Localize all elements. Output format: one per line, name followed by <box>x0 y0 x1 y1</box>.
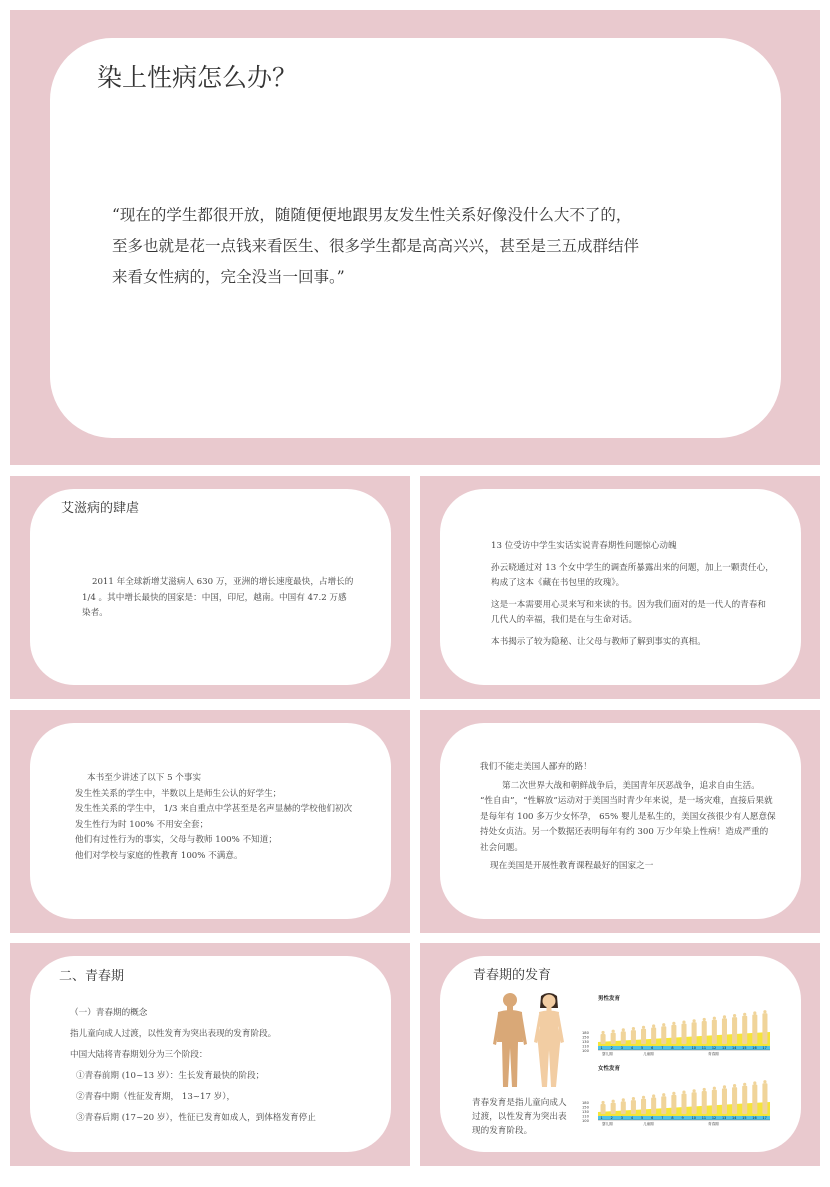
male-chart-title: 男性发育 <box>598 996 621 1002</box>
female-age-label: 2 <box>610 1116 613 1121</box>
caption-line: 现的发育阶段。 <box>472 1126 533 1136</box>
slide-2-card <box>30 489 391 685</box>
body-line: 我们不能走美国人鄙弃的路！ <box>480 762 592 772</box>
female-age-label: 9 <box>681 1116 684 1121</box>
slide-5-card <box>440 723 801 919</box>
female-chart-title: 女性发育 <box>598 1066 621 1072</box>
body-line: 发生性行为时 100% 不用安全套； <box>75 819 209 830</box>
male-figure-head <box>632 1027 635 1030</box>
female-age-label: 15 <box>742 1116 747 1121</box>
body-line: 是每年有 100 多万少女怀孕， 65% 婴儿是私生的，美国女孩很少有人愿意保 <box>480 811 776 822</box>
female-stage-label: 儿童期 <box>643 1122 654 1126</box>
slide-7-card <box>440 956 801 1152</box>
female-figure <box>722 1088 727 1114</box>
male-growth-chart <box>580 994 780 1062</box>
slide-1 <box>10 10 820 465</box>
male-figure-head <box>601 1031 604 1034</box>
male-figure <box>732 1017 737 1044</box>
male-figure <box>671 1025 676 1044</box>
male-figure-head <box>662 1023 665 1026</box>
female-figure <box>692 1092 697 1114</box>
male-figure <box>702 1021 707 1044</box>
female-figure-head <box>662 1093 665 1096</box>
female-y-tick: 150 <box>582 1105 589 1110</box>
female-age-label: 8 <box>671 1116 674 1121</box>
male-stage-label: 青春期 <box>708 1052 719 1056</box>
male-figure-head <box>723 1015 726 1018</box>
body-line: ③青春后期 (17~20 岁），性征已发育如成人，到体格发育停止 <box>76 1113 316 1123</box>
male-y-tick: 100 <box>582 1049 589 1053</box>
body-line: 社会问题。 <box>480 842 523 853</box>
male-figure-head <box>733 1014 736 1017</box>
slide-6 <box>10 943 410 1166</box>
male-age-label: 6 <box>651 1046 654 1051</box>
male-y-tick: 180 <box>582 1031 589 1035</box>
body-line: ①青春前期 (10~13 岁）：生长发育最快的阶段； <box>76 1071 265 1081</box>
female-figure <box>601 1104 606 1114</box>
male-figure-head <box>693 1019 696 1022</box>
female-growth-chart <box>580 1064 780 1132</box>
female-figure-head <box>622 1098 625 1101</box>
male-figure <box>742 1016 747 1044</box>
slide-6-body <box>70 1008 316 1124</box>
body-line: “性自由”，“性解放”运动对于美国当时青少年来说，是一场灾难，直接后果就 <box>480 796 773 806</box>
male-stage-label: 儿童期 <box>643 1052 654 1056</box>
slide-7-caption <box>472 1096 567 1138</box>
male-figure-head <box>682 1021 685 1024</box>
male-age-label: 1 <box>600 1046 603 1051</box>
female-figure-head <box>753 1081 756 1084</box>
male-age-label: 10 <box>691 1046 696 1051</box>
female-figure <box>762 1083 767 1114</box>
female-age-label: 12 <box>711 1116 717 1121</box>
female-age-label: 3 <box>620 1116 623 1121</box>
body-line: 孙云晓通过对 13 个女中学生的调查所暴露出来的问题，加上一颗责任心， <box>491 562 774 573</box>
body-line: 他们有过性行为的事实，父母与教师 100% 不知道； <box>75 835 277 845</box>
female-figure <box>631 1100 636 1114</box>
female-figure <box>702 1091 707 1114</box>
female-y-tick: 100 <box>582 1119 589 1123</box>
male-y-tick: 110 <box>582 1044 589 1049</box>
male-age-label: 12 <box>711 1046 717 1051</box>
slide-1-card <box>50 38 781 438</box>
female-figure-head <box>723 1085 726 1088</box>
male-figure <box>641 1029 646 1044</box>
slide-2-body <box>82 575 353 622</box>
female-figure <box>611 1103 616 1114</box>
female-figure-head <box>713 1087 716 1090</box>
female-y-tick: 110 <box>582 1114 589 1119</box>
slide-3-card <box>440 489 801 685</box>
body-line: 指儿童向成人过渡，以性发育为突出表现的发育阶段。 <box>70 1029 277 1039</box>
quote-line: 至多也就是花一点钱来看医生、很多学生都是高高兴兴，甚至是三五成群结伴 <box>112 237 640 255</box>
female-figure-head <box>763 1080 766 1083</box>
female-figure-head <box>693 1089 696 1092</box>
body-line: 持处女贞洁。另一个数据还表明每年有约 300 万少年染上性病！造成严重的 <box>480 827 769 837</box>
female-figure-head <box>672 1092 675 1095</box>
body-line: 发生性关系的学生中， 1/3 来自重点中学甚至是名声显赫的学校他们初次 <box>75 804 353 814</box>
slide-6-title: 二、青春期 <box>59 969 125 984</box>
male-stage-label: 婴儿期 <box>602 1052 613 1056</box>
female-figure-head <box>652 1094 655 1097</box>
male-figure <box>631 1030 636 1044</box>
male-figure <box>722 1018 727 1044</box>
slide-1-title: 染上性病怎么办？ <box>97 63 298 92</box>
female-age-label: 16 <box>752 1116 757 1121</box>
body-line: （一）青春期的概念 <box>70 1008 148 1018</box>
male-age-label: 14 <box>732 1046 737 1051</box>
slide-1-quote <box>112 200 639 293</box>
body-line: ②青春中期（性征发育期， 13~17 岁）， <box>76 1092 236 1102</box>
body-line: 中国大陆将青春期划分为三个阶段： <box>70 1050 208 1060</box>
female-figure <box>651 1098 656 1115</box>
body-line: 他们对学校与家庭的性教育 100% 不满意。 <box>75 850 243 861</box>
body-line: 染者。 <box>82 608 108 618</box>
male-age-label: 8 <box>671 1046 674 1051</box>
quote-line: “现在的学生都很开放，随随便便地跟男友发生性关系好像没什么大不了的， <box>112 206 632 224</box>
female-figure-head <box>642 1096 645 1099</box>
body-line: 发生性关系的学生中，半数以上是师生公认的好学生； <box>75 788 282 799</box>
male-figure-head <box>763 1010 766 1013</box>
female-figure <box>621 1101 626 1114</box>
male-age-label: 5 <box>641 1046 644 1051</box>
female-chart-svg <box>580 1064 780 1132</box>
male-figure <box>752 1015 757 1045</box>
female-age-label: 4 <box>630 1116 634 1121</box>
female-figure <box>732 1087 737 1114</box>
quote-line: 来看女性病的，完全没当一回事。” <box>112 268 345 286</box>
female-figure-head <box>682 1091 685 1094</box>
female-figure <box>661 1096 666 1114</box>
male-figure <box>621 1031 626 1044</box>
male-figure-image <box>492 992 528 1092</box>
female-y-tick: 130 <box>582 1110 589 1114</box>
slide-7-title: 青春期的发育 <box>473 968 552 983</box>
female-age-label: 5 <box>641 1116 644 1121</box>
body-line: 本书揭示了较为隐秘、让父母与教师了解到事实的真相。 <box>491 636 706 647</box>
female-y-tick: 180 <box>582 1101 589 1105</box>
female-figure-head <box>743 1083 746 1086</box>
male-y-tick: 130 <box>582 1040 589 1044</box>
male-figure-head <box>753 1011 756 1014</box>
male-age-label: 15 <box>742 1046 747 1051</box>
slide-6-card <box>30 956 391 1152</box>
male-figure <box>712 1020 717 1044</box>
body-line: 构成了这本《藏在书包里的玫瑰》。 <box>491 578 625 588</box>
male-age-label: 17 <box>762 1046 767 1051</box>
male-figure <box>681 1024 686 1044</box>
body-line: 几代人的幸福，我们是在与生命对话。 <box>491 615 638 625</box>
male-age-label: 16 <box>752 1046 757 1051</box>
female-figure <box>671 1095 676 1114</box>
body-line: 2011 年全球新增艾滋病人 630 万，亚洲的增长速度最快，占增长的 <box>92 577 354 587</box>
male-age-label: 7 <box>661 1046 664 1051</box>
male-figure-head <box>713 1017 716 1020</box>
slide-2 <box>10 476 410 699</box>
slide-3-body <box>491 539 774 650</box>
male-chart-svg <box>580 994 780 1062</box>
female-age-label: 14 <box>732 1116 737 1121</box>
female-figure <box>712 1090 717 1114</box>
female-stage-label: 婴儿期 <box>602 1122 613 1126</box>
male-figure <box>611 1033 616 1044</box>
male-age-label: 3 <box>620 1046 623 1051</box>
body-line: 这是一本需要用心灵来写和来读的书。因为我们面对的是一代人的青春和 <box>491 599 767 610</box>
male-figure-head <box>642 1026 645 1029</box>
male-age-label: 2 <box>610 1046 613 1051</box>
female-figure-image <box>532 992 566 1092</box>
female-figure-head <box>632 1097 635 1100</box>
slide-4 <box>10 710 410 933</box>
male-age-label: 4 <box>630 1046 634 1051</box>
caption-line: 青春发育是指儿童向成人 <box>472 1098 567 1108</box>
slide-4-card <box>30 723 391 919</box>
male-y-tick: 150 <box>582 1035 589 1040</box>
male-figure <box>651 1028 656 1045</box>
slide-4-body <box>75 771 352 864</box>
female-figure <box>641 1099 646 1114</box>
body-line: 1/4 。其中增长最快的国家是：中国，印尼，越南。中国有 47.2 万感 <box>82 592 347 603</box>
slide-5-body <box>480 760 776 875</box>
male-figure-head <box>672 1022 675 1025</box>
female-age-label: 6 <box>651 1116 654 1121</box>
male-figure-head <box>703 1018 706 1021</box>
slide-7 <box>420 943 820 1166</box>
male-figure-head <box>743 1013 746 1016</box>
female-figure-head <box>601 1101 604 1104</box>
male-figure <box>692 1022 697 1044</box>
male-figure-head <box>622 1028 625 1031</box>
male-age-label: 11 <box>701 1046 707 1051</box>
body-line: 本书至少讲述了以下 5 个事实 <box>87 773 202 783</box>
female-stage-label: 青春期 <box>708 1122 719 1126</box>
male-figure <box>661 1026 666 1044</box>
female-age-label: 1 <box>600 1116 603 1121</box>
female-figure-head <box>733 1084 736 1087</box>
male-age-label: 13 <box>721 1046 727 1051</box>
slide-5 <box>420 710 820 933</box>
female-figure <box>742 1086 747 1114</box>
female-age-label: 11 <box>701 1116 707 1121</box>
body-line: 现在美国是开展性教育课程最好的国家之一 <box>490 861 654 871</box>
female-age-label: 10 <box>691 1116 696 1121</box>
body-line: 第二次世界大战和朝鲜战争后，美国青年厌恶战争，追求自由生活。 <box>502 780 760 791</box>
female-age-label: 13 <box>721 1116 727 1121</box>
female-age-label: 7 <box>661 1116 664 1121</box>
female-age-label: 17 <box>762 1116 767 1121</box>
slide-3-heading: 13 位受访中学生实话实说青春期性问题惊心动魄 <box>491 541 677 551</box>
caption-line: 过渡，以性发育为突出表 <box>472 1112 567 1122</box>
female-figure <box>681 1094 686 1114</box>
female-figure-head <box>703 1088 706 1091</box>
male-figure <box>601 1034 606 1044</box>
male-figure <box>762 1013 767 1044</box>
female-figure <box>752 1085 757 1115</box>
slide-3 <box>420 476 820 699</box>
slide-2-title: 艾滋病的肆虐 <box>61 501 140 516</box>
male-figure-head <box>612 1030 615 1033</box>
male-age-label: 9 <box>681 1046 684 1051</box>
female-figure-head <box>612 1100 615 1103</box>
male-figure-head <box>652 1024 655 1027</box>
